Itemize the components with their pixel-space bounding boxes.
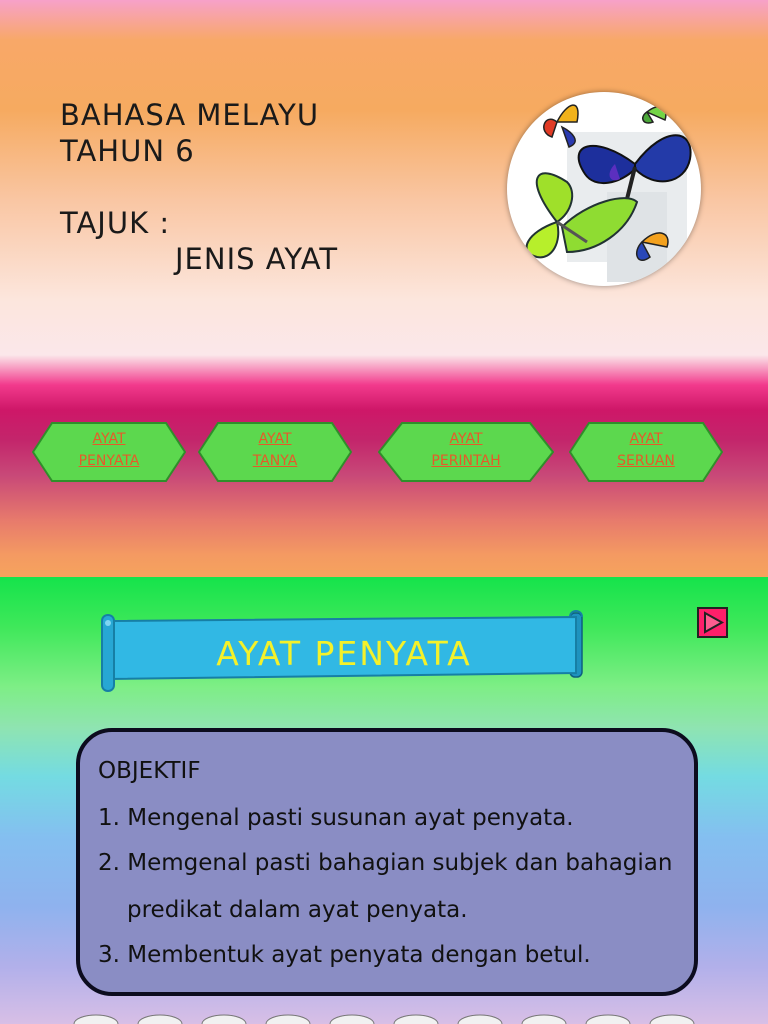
next-slide-button[interactable] [697,607,728,638]
objective-item-2: 2. Memgenal pasti bahagian subjek dan bahagian [98,850,673,876]
nav-button-perintah[interactable] [378,422,554,482]
nav-label: AYAT PERINTAH [431,431,501,469]
nav-label: AYAT TANYA [252,431,298,469]
objective-item-2-continued: predikat dalam ayat penyata. [127,897,468,923]
objectives-heading: OBJEKTIF [98,758,201,784]
nav-button-penyata[interactable] [32,422,186,482]
butterflies-logo-icon [507,92,701,286]
decorative-border-strip [0,1008,768,1024]
nav-button-tanya[interactable] [198,422,352,482]
play-triangle-icon [699,609,726,636]
objective-item-1: 1. Mengenal pasti susunan ayat penyata. [98,805,574,831]
subject-title: BAHASA MELAYU [60,98,320,132]
topic-value: JENIS AYAT [175,242,339,276]
topic-label: TAJUK : [60,206,171,240]
nav-label: AYAT PENYATA [78,431,140,469]
section-title: AYAT PENYATA [216,634,472,673]
year-title: TAHUN 6 [60,134,195,168]
objective-item-3: 3. Membentuk ayat penyata dengan betul. [98,942,591,968]
nav-button-seruan[interactable] [569,422,723,482]
nav-label: AYAT SERUAN [617,431,675,469]
